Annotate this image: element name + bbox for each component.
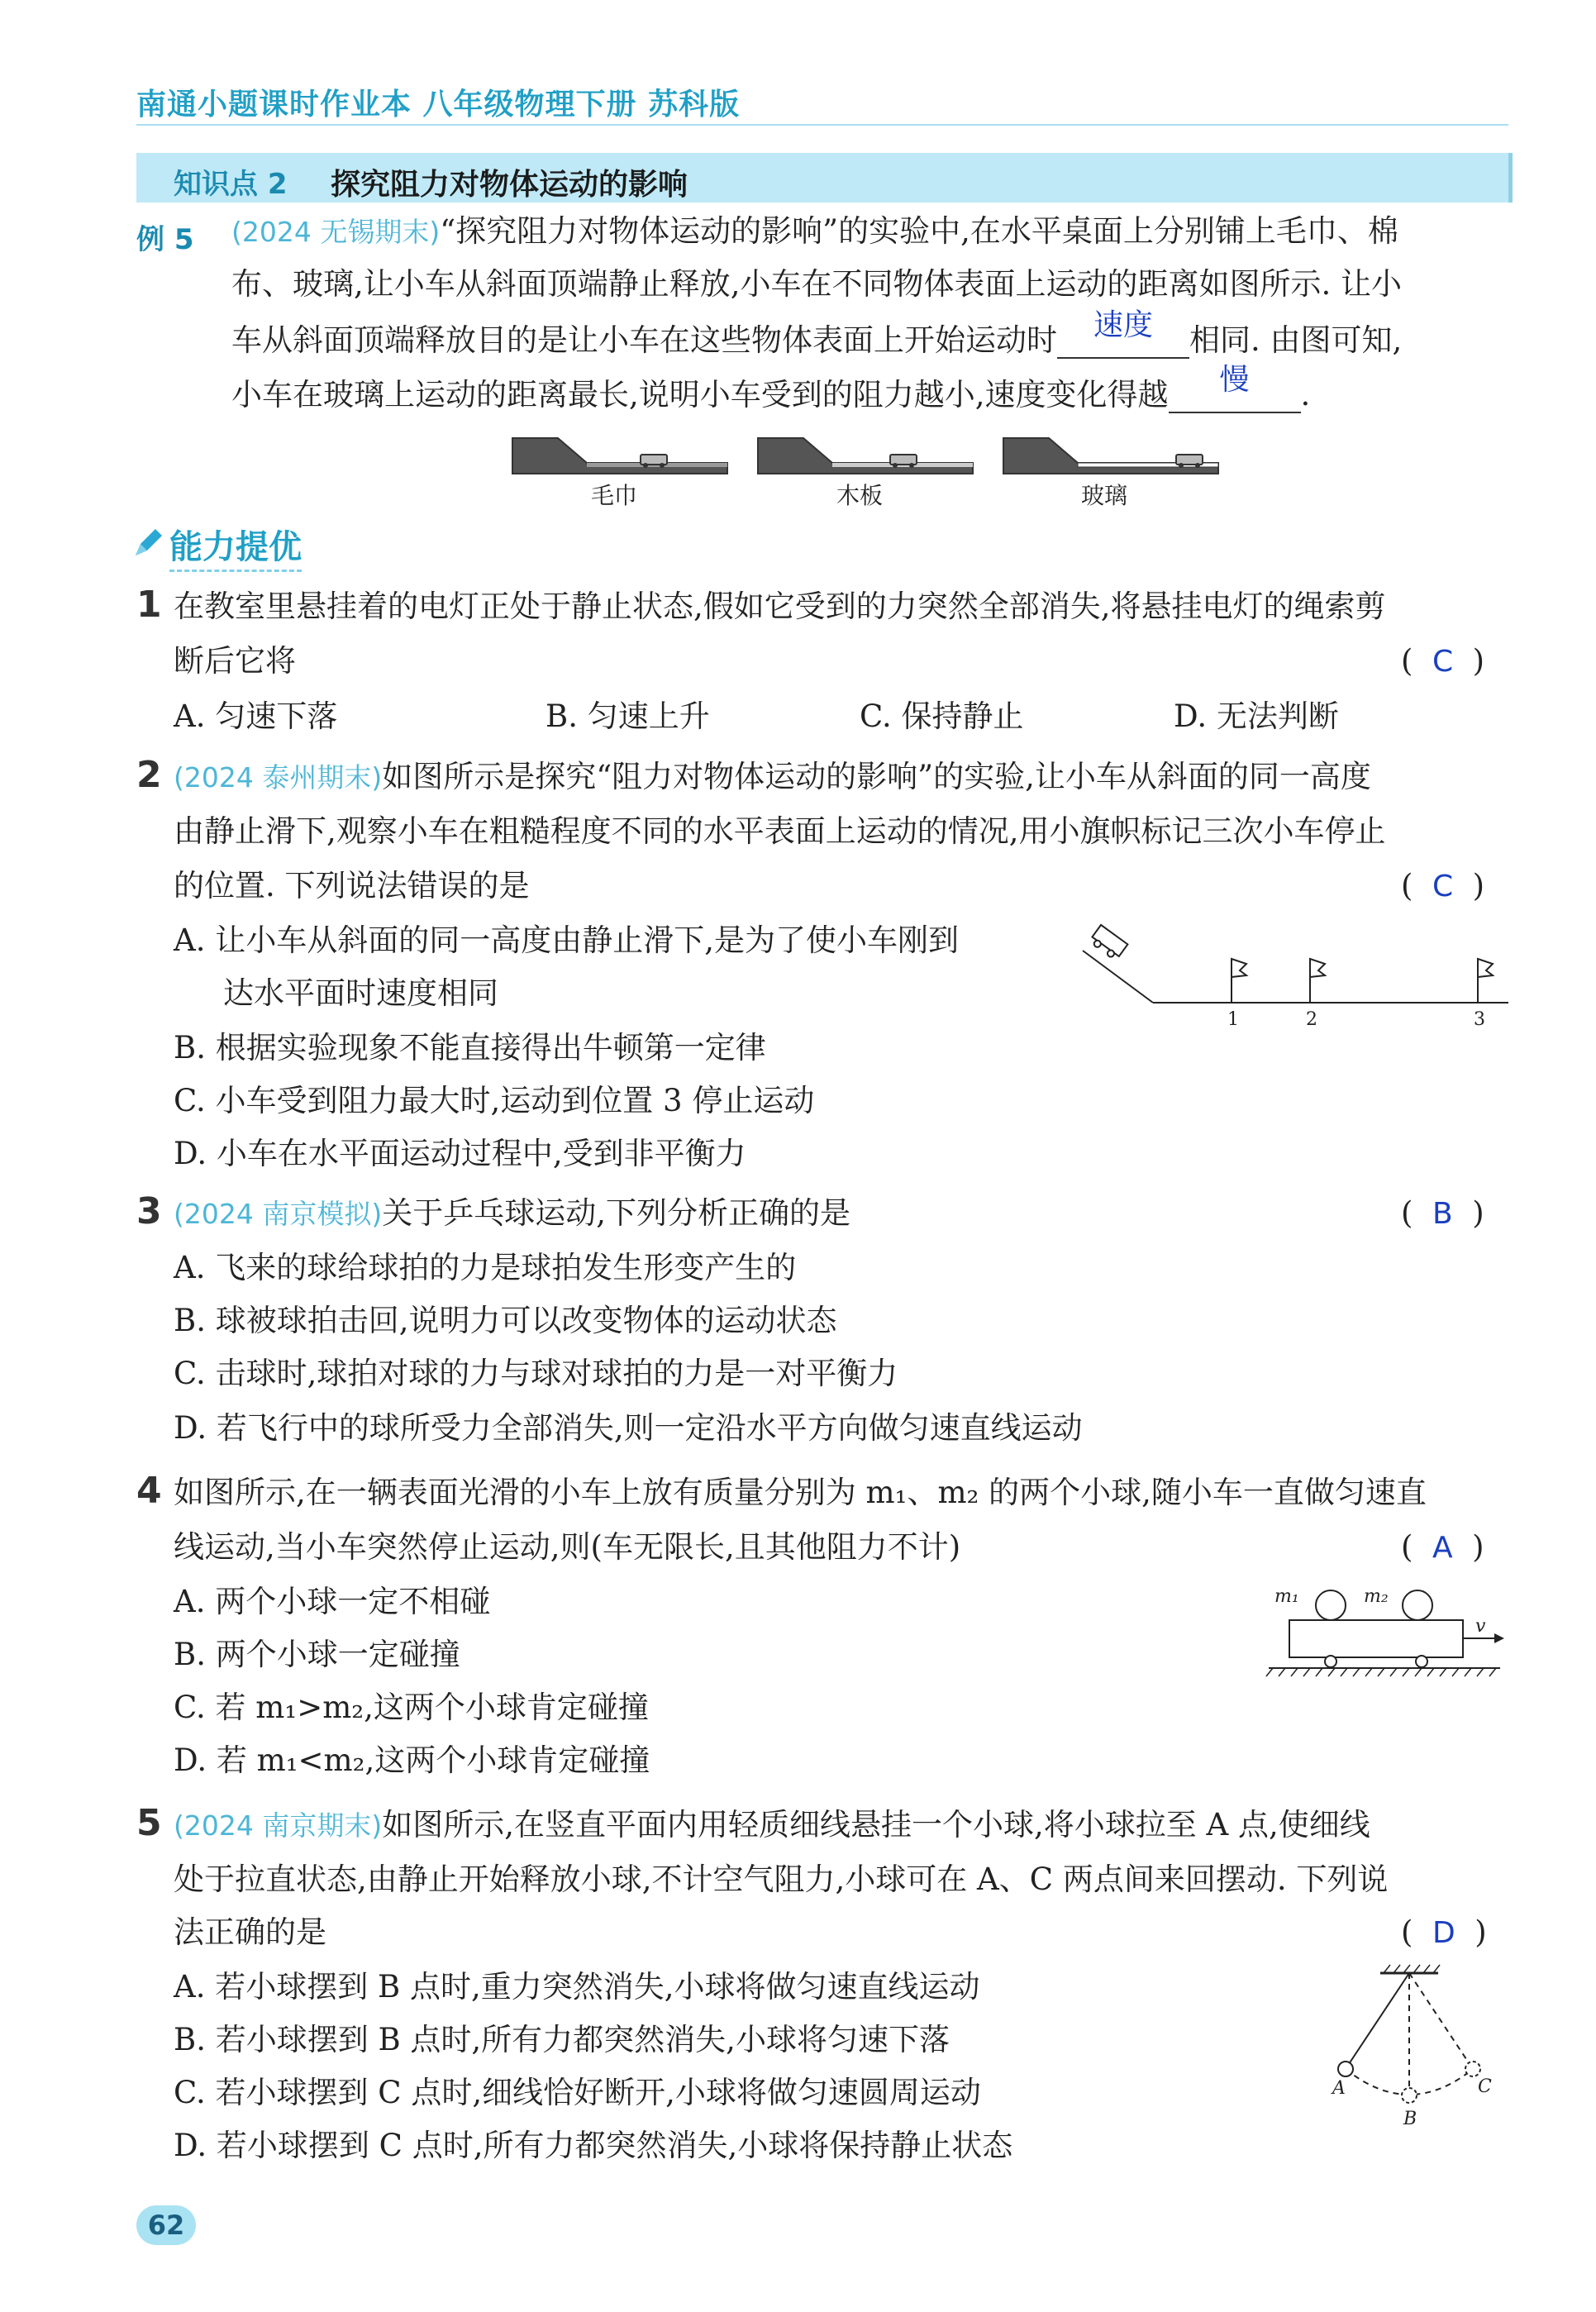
- ball-m2: [1403, 1590, 1432, 1620]
- incline-flags-figure: [1074, 918, 1513, 1033]
- flag-icon: [1478, 959, 1493, 1003]
- q1-answer-bracket: ( C ): [1401, 643, 1485, 679]
- q3-text: 关于乒乓球运动,下列分析正确的是: [382, 1195, 850, 1231]
- q2-answer-bracket: ( C ): [1401, 868, 1485, 903]
- velocity-label: v: [1475, 1616, 1486, 1637]
- q1-line-1: 在教室里悬挂着的电灯正处于静止状态,假如它受到的力突然全部消失,将悬挂电灯的绳索剪: [174, 589, 1386, 624]
- mass-label-m2: m₂: [1364, 1586, 1389, 1607]
- q1-option-b: B. 匀速上升: [545, 698, 710, 734]
- example-text: 车从斜面顶端释放目的是让小车在这些物体表面上开始运动时: [231, 322, 1057, 358]
- header-divider: [136, 124, 1508, 126]
- ramp-towel: [512, 438, 727, 474]
- pendulum-figure: [1314, 1963, 1513, 2137]
- flag-label-2: 2: [1306, 1009, 1317, 1030]
- example-line-4: [231, 363, 1311, 413]
- example-line-2: 布、玻璃,让小车从斜面顶端静止释放,小车在不同物体表面上运动的距离如图所示. 让小: [231, 266, 1403, 302]
- q4-option-d: D. 若 m₁<m₂,这两个小球肯定碰撞: [174, 1742, 650, 1778]
- q1-line-2: 断后它将: [174, 643, 296, 679]
- point-label-c: C: [1478, 2076, 1492, 2097]
- answer-text: 慢: [1219, 363, 1250, 397]
- q5-option-a: A. 若小球摆到 B 点时,重力突然消失,小球将做匀速直线运动: [174, 1969, 980, 2005]
- q2-option-b: B. 根据实验现象不能直接得出牛顿第一定律: [174, 1030, 766, 1065]
- q2-text: 如图所示是探究“阻力对物体运动的影响”的实验,让小车从斜面的同一高度: [382, 759, 1371, 794]
- ball-b: [1402, 2088, 1417, 2103]
- q5-option-d: D. 若小球摆到 C 点时,所有力都突然消失,小球将保持静止状态: [174, 2128, 1013, 2163]
- example-label: 例 5: [136, 223, 194, 256]
- q2-line-1: [174, 759, 1371, 796]
- question-number-2: 2: [136, 754, 162, 796]
- flag-icon: [1310, 959, 1325, 1003]
- q2-option-c: C. 小车受到阻力最大时,运动到位置 3 停止运动: [174, 1083, 815, 1118]
- ball-c: [1465, 2062, 1480, 2076]
- ramp-glass: [1003, 438, 1218, 474]
- point-label-b: B: [1403, 2109, 1417, 2129]
- cart-body: [1289, 1620, 1463, 1657]
- q3-option-d: D. 若飞行中的球所受力全部消失,则一定沿水平方向做匀速直线运动: [174, 1410, 1083, 1446]
- q3-source: (2024 南京模拟): [174, 1198, 383, 1230]
- q2-answer: C: [1432, 870, 1454, 903]
- answer-blank-1[interactable]: [1057, 308, 1189, 359]
- q2-source: (2024 泰州期末): [174, 761, 383, 794]
- example-source: (2024 无锡期末): [231, 216, 441, 248]
- q2-line-3: 的位置. 下列说法错误的是: [174, 868, 530, 903]
- example-line-3: [231, 308, 1403, 359]
- q4-option-c: C. 若 m₁>m₂,这两个小球肯定碰撞: [174, 1690, 649, 1725]
- q5-line-3: 法正确的是: [174, 1914, 326, 1950]
- point-label-a: A: [1332, 2078, 1346, 2099]
- q2-option-d: D. 小车在水平面运动过程中,受到非平衡力: [174, 1136, 746, 1171]
- q2-line-2: 由静止滑下,观察小车在粗糙程度不同的水平表面上运动的情况,用小旗帜标记三次小车停止: [174, 813, 1386, 849]
- flag-label-3: 3: [1474, 1009, 1485, 1030]
- q4-answer: A: [1432, 1531, 1453, 1565]
- q3-answer: B: [1432, 1197, 1453, 1231]
- q5-line-2: 处于拉直状态,由静止开始释放小球,不计空气阻力,小球可在 A、C 两点间来回摆动. 下列说: [174, 1862, 1389, 1897]
- q2-option-a-1: A. 让小车从斜面的同一高度由静止滑下,是为了使小车刚到: [174, 922, 960, 958]
- figure-label-wood: 木板: [836, 482, 884, 509]
- section-tag: 知识点 2: [174, 168, 288, 201]
- q2-option-a-2: 达水平面时速度相同: [223, 975, 498, 1011]
- example-text: “探究阻力对物体运动的影响”的实验中,在水平桌面上分别铺上毛巾、棉: [440, 213, 1398, 249]
- q1-option-d: D. 无法判断: [1174, 698, 1339, 734]
- section-title: 探究阻力对物体运动的影响: [331, 168, 688, 202]
- q3-option-a: A. 飞来的球给球拍的力是球拍发生形变产生的: [174, 1250, 797, 1285]
- flag-label-1: 1: [1227, 1009, 1239, 1030]
- q5-text: 如图所示,在竖直平面内用轻质细线悬挂一个小球,将小球拉至 A 点,使细线: [382, 1807, 1370, 1842]
- q3-option-b: B. 球被球拍击回,说明力可以改变物体的运动状态: [174, 1303, 837, 1338]
- string-c: [1409, 1973, 1473, 2069]
- question-number-5: 5: [136, 1802, 162, 1844]
- q3-answer-bracket: ( B ): [1401, 1195, 1484, 1231]
- page-number: 62: [136, 2205, 196, 2245]
- q3-line-1: [174, 1195, 850, 1232]
- ball-a: [1338, 2062, 1353, 2076]
- flag-icon: [1232, 959, 1246, 1003]
- question-number-3: 3: [136, 1190, 162, 1232]
- answer-text: 速度: [1093, 308, 1153, 342]
- q4-option-a: A. 两个小球一定不相碰: [174, 1584, 491, 1619]
- question-number-1: 1: [136, 584, 162, 626]
- ball-m1: [1316, 1590, 1346, 1620]
- mass-label-m1: m₁: [1274, 1586, 1299, 1607]
- ramp-wood: [758, 438, 973, 474]
- q5-line-1: [174, 1807, 1370, 1844]
- q1-option-a: A. 匀速下落: [174, 698, 338, 734]
- example-text: 相同. 由图可知,: [1189, 322, 1403, 358]
- answer-blank-2[interactable]: [1169, 363, 1301, 413]
- question-number-4: 4: [136, 1470, 162, 1512]
- example-text: .: [1300, 377, 1311, 412]
- cart-balls-figure: [1265, 1579, 1513, 1690]
- figure-label-glass: 玻璃: [1081, 482, 1128, 509]
- q3-option-c: C. 击球时,球拍对球的力与球对球拍的力是一对平衡力: [174, 1356, 898, 1391]
- ability-title: 能力提优: [169, 521, 302, 572]
- cart-icon: [1089, 925, 1127, 961]
- figure-label-towel: 毛巾: [591, 482, 638, 509]
- q5-option-c: C. 若小球摆到 C 点时,细线恰好断开,小球将做匀速圆周运动: [174, 2075, 981, 2110]
- header-title: 南通小题课时作业本 八年级物理下册 苏科版: [136, 88, 741, 122]
- q1-answer: C: [1432, 645, 1454, 679]
- q4-answer-bracket: ( A ): [1401, 1529, 1484, 1565]
- q1-option-c: C. 保持静止: [860, 698, 1024, 734]
- q5-option-b: B. 若小球摆到 B 点时,所有力都突然消失,小球将匀速下落: [174, 2022, 950, 2057]
- string-a: [1346, 1973, 1409, 2069]
- q5-source: (2024 南京期末): [174, 1809, 383, 1842]
- q4-line-2: 线运动,当小车突然停止运动,则(车无限长,且其他阻力不计): [174, 1529, 961, 1565]
- pencil-icon: [132, 527, 164, 562]
- q5-answer: D: [1432, 1916, 1455, 1950]
- example-text: 小车在玻璃上运动的距离最长,说明小车受到的阻力越小,速度变化得越: [231, 377, 1169, 412]
- q5-answer-bracket: ( D ): [1401, 1914, 1487, 1950]
- q4-line-1: 如图所示,在一辆表面光滑的小车上放有质量分别为 m₁、m₂ 的两个小球,随小车一直做匀速直: [174, 1475, 1427, 1510]
- example-line-1: [231, 213, 1398, 250]
- q4-option-b: B. 两个小球一定碰撞: [174, 1637, 460, 1672]
